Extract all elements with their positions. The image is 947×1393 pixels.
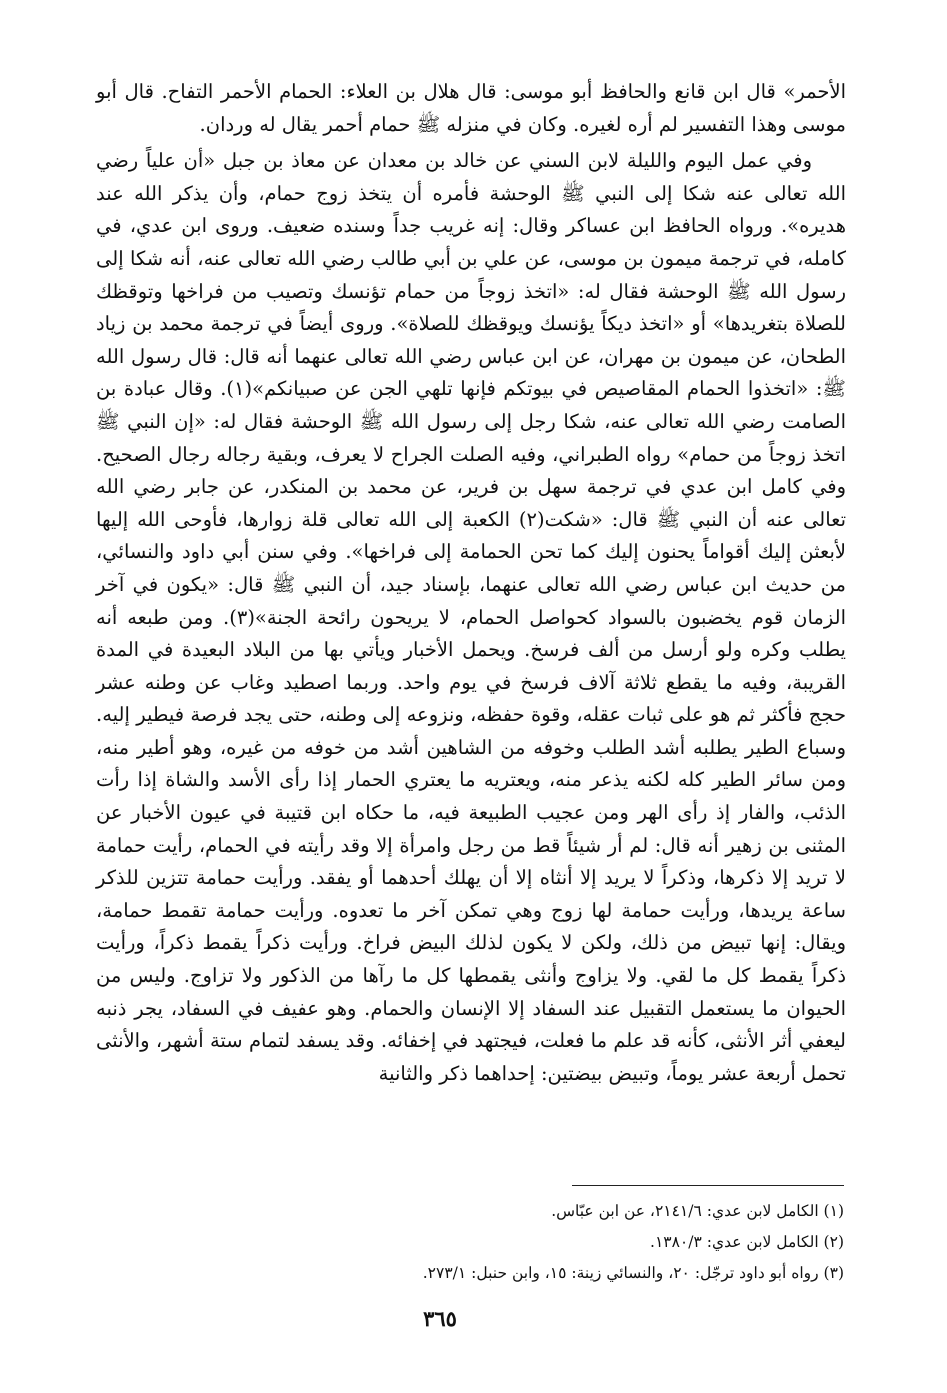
- paragraph-continued: الأحمر» قال ابن قانع والحافظ أبو موسى: قال هلال بن العلاء: الحمام الأحمر التفاح. قال أبو موسى وهذا التفسير لم أره لغيره. وكان في منزله ﷺ حمام أحمر يقال له وردان.: [96, 80, 846, 136]
- footnotes: [250, 1196, 844, 1289]
- footnote-1: (١) الكامل لابن عدي: ٢١٤١/٦، عن ابن عبّاس.: [551, 1202, 844, 1220]
- main-text-block: [96, 76, 846, 1090]
- page-number: ٣٦٥: [423, 1306, 457, 1331]
- paragraph-main: وفي عمل اليوم والليلة لابن السني عن خالد بن معدان عن معاذ بن جبل «أن علياً رضي الله تعالى عنه شكا إلى النبي ﷺ الوحشة فأمره أن يتخذ زوج حمام، وأن يذكر الله عند هديره». ورواه الحافظ ابن عساكر وقال: إنه غريب جداً وسنده ضعيف. وروى ابن عدي، في كامله، في ترجمة ميمون بن موسى، عن علي بن أبي طالب رضي الله تعالى عنه، أنه شكا إلى رسول الله ﷺ الوحشة فقال له: «اتخذ زوجاً من حمام تؤنسك وتصيب من فراخها وتوقظك للصلاة بتغريدها» أو «اتخذ ديكاً يؤنسك ويوقظك للصلاة». وروى أيضاً في ترجمة محمد بن زياد الطحان، عن ميمون بن مهران، عن ابن عباس رضي الله تعالى عنهما أنه قال: قال رسول الله ﷺ: «اتخذوا الحمام المقاصيص في بيوتكم فإنها تلهي الجن عن صبيانكم»(١). وقال عبادة بن الصامت رضي الله تعالى عنه، شكا رجل إلى رسول الله ﷺ الوحشة فقال له: «إن النبي ﷺ اتخذ زوجاً من حمام» رواه الطبراني، وفيه الصلت الجراح لا يعرف، وبقية رجاله رجال الصحيح. وفي كامل ابن عدي في ترجمة سهل بن فرير، عن محمد بن المنكدر، عن جابر رضي الله تعالى عنه أن النبي ﷺ قال: «شكت(٢) الكعبة إلى الله تعالى قلة زوارها، فأوحى الله إليها لأبعثن إليك أقواماً يحنون إليك كما تحن الحمامة إلى فراخها». وفي سنن أبي داود والنسائي، من حديث ابن عباس رضي الله تعالى عنهما، بإسناد جيد، أن النبي ﷺ قال: «يكون في آخر الزمان قوم يخضبون بالسواد كحواصل الحمام، لا يريحون رائحة الجنة»(٣). ومن طبعه أنه يطلب وكره ولو أرسل من ألف فرسخ. ويحمل الأخبار ويأتي بها من البلاد البعيدة في المدة القريبة، وفيه ما يقطع ثلاثة آلاف فرسخ في يوم واحد. وربما اصطيد وغاب عن وطنه عشر حجج فأكثر ثم هو على ثبات عقله، وقوة حفظه، ونزوعه إلى وطنه، حتى يجد فرصة فيطير إليه. وسباع الطير يطلبه أشد الطلب وخوفه من الشاهين أشد من خوفه من غيره، وهو أطير منه، ومن سائر الطير كله لكنه يذعر منه، ويعتريه ما يعتري الحمار إذا رأى الأسد والشاة إذا رأت الذئب، والفار إذ رأى الهر ومن عجيب الطبيعة فيه، ما حكاه ابن قتيبة في عيون الأخبار عن المثنى بن زهير أنه قال: لم أر شيئاً قط من رجل وامرأة إلا وقد رأيته في الحمام، رأيت حمامة لا تريد إلا ذكرها، وذكراً لا يريد إلا أنثاه إلا أن يهلك أحدهما أو يفقد. ورأيت حمامة تتزين للذكر ساعة يريدها، ورأيت حمامة لها زوج وهي تمكن آخر ما تعدوه. ورأيت حمامة تقمط حمامة، ويقال: إنها تبيض من ذلك، ولكن لا يكون لذلك البيض فراخ. ورأيت ذكراً يقمط ذكراً، ورأيت ذكراً يقمط كل ما لقي. ولا يزاوج وأنثى يقمطها كل ما رآها من الذكور ولا تزاوج. وليس من الحيوان ما يستعمل التقبيل عند السفاد إلا الإنسان والحمام. وهو عفيف في السفاد، يجر ذنبه ليعفي أثر الأنثى، كأنه قد علم ما فعلت، فيجتهد في إخفائه. وقد يسفد لتمام ستة أشهر، والأنثى تحمل أربعة عشر يوماً، وتبيض بيضتين: إحداهما ذكر والثانية: [96, 149, 846, 1085]
- footnote-3: (٣) رواه أبو داود ترجّل: ٢٠، والنسائي زينة: ١٥، وابن حنبل: ٢٧٣/١.: [422, 1264, 844, 1282]
- footnote-divider: [572, 1185, 844, 1186]
- footnote-2: (٢) الكامل لابن عدي: ١٣٨٠/٣.: [650, 1233, 844, 1251]
